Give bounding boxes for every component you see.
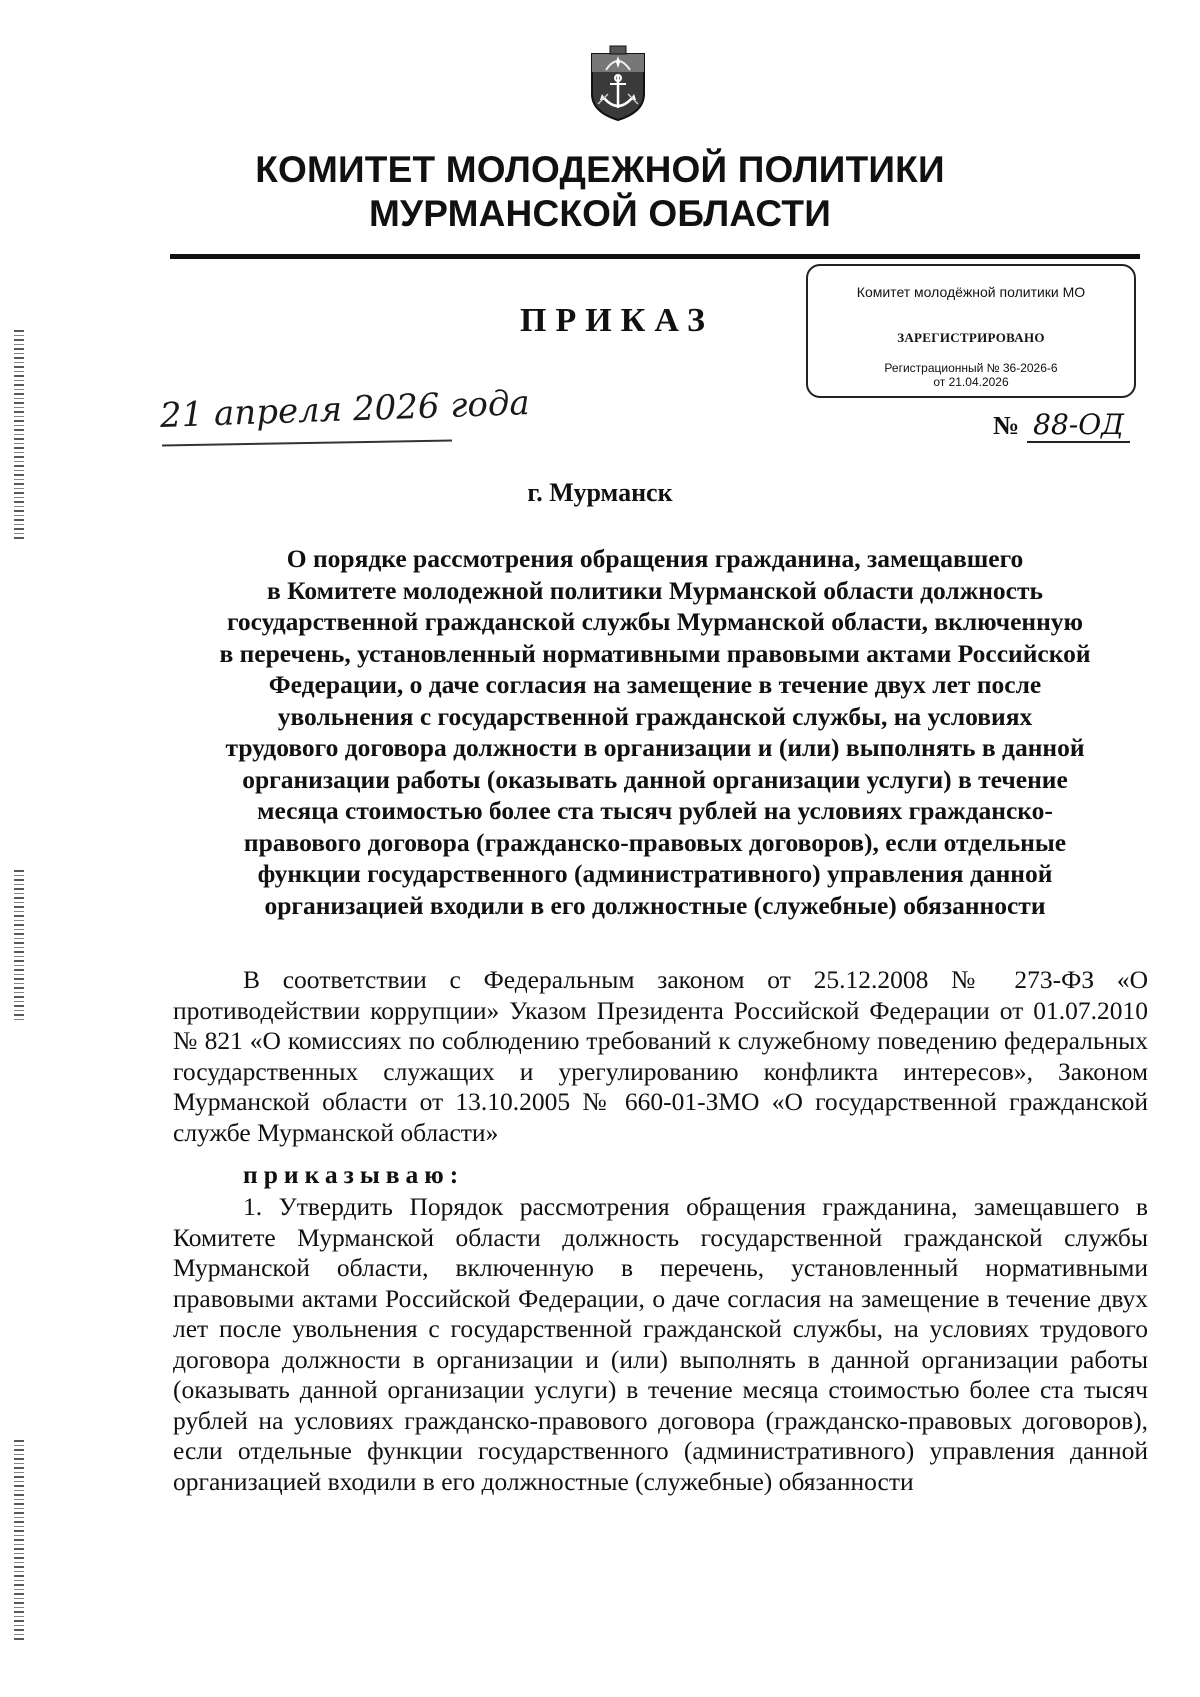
title-line: государственной гражданской службы Мурманской области, включенную — [226, 607, 1084, 636]
scan-artifact — [14, 330, 24, 540]
title-line: в Комитете молодежной политики Мурманской области должность — [267, 575, 1043, 605]
title-line: функции государственного (административного) управления данной — [257, 859, 1053, 888]
title-line: О порядке рассмотрения обращения гражданина, замещавшего — [286, 544, 1024, 573]
stamp-status: ЗАРЕГИСТРИРОВАНО — [897, 330, 1045, 345]
order-item-1: 1. Утвердить Порядок рассмотрения обращения гражданина, замещавшего в Комитете Мурманской области должность государственной гражданской службы Мурманской области, включенную в перечень, установленный нормативными правовыми актами Российской Федерации, о даче согласия на замещение в течение двух лет после увольнения с государственной гражданской службы, на условиях трудового договора должности в организации и (или) выполнять в данной организации работы (оказывать данной организации услуги) в течение месяца стоимостью более ста тысяч рублей на условиях гражданско-правового договора (гражданско-правовых договоров), если отдельные функции государственного (административного) управления данной организацией входили в его должностные (служебные) обязанности — [173, 1192, 1148, 1496]
preamble-paragraph: В соответствии с Федеральным законом от 25.12.2008 № 273-ФЗ «О противодействии коррупции» Указом Президента Российской Федерации от 01.07.2010 № 821 «О комиссиях по соблюдению требований к служебному поведению федеральных государственных служащих и урегулированию конфликта интересов», Законом Мурманской области от 13.10.2005 № 660-01-ЗМО «О государственной гражданской службе Мурманской области» — [173, 965, 1148, 1147]
registration-stamp — [806, 264, 1136, 398]
stamp-registration — [808, 361, 1134, 389]
title-line: увольнения с государственной гражданской службы, на условиях — [277, 701, 1033, 731]
handwritten-date: 21 апреля 2026 года — [159, 383, 531, 436]
document-title — [160, 543, 1150, 921]
title-line: организации работы (оказывать данной организации услуги) в течение — [242, 764, 1068, 794]
title-line: правового договора (гражданско-правовых договоров), если отдельные — [243, 827, 1067, 857]
organization-title-line: МУРМАНСКОЙ ОБЛАСТИ — [368, 193, 832, 234]
document-type: ПРИКАЗ — [520, 302, 714, 339]
order-word: приказываю: — [243, 1160, 465, 1189]
scan-artifact — [14, 870, 24, 1020]
stamp-organization: Комитет молодёжной политики МО — [856, 284, 1086, 300]
organization-title-line: КОМИТЕТ МОЛОДЕЖНОЙ ПОЛИТИКИ — [255, 149, 945, 190]
organization-title — [100, 148, 1100, 236]
title-line: трудового договора должности в организации и (или) выполнять в данной — [225, 733, 1085, 762]
coat-of-arms-icon — [588, 44, 648, 122]
city-line: г. Мурманск — [527, 478, 673, 507]
title-line: месяца стоимостью более ста тысяч рублей на условиях гражданско- — [257, 796, 1053, 825]
handwritten-number: 88-ОД — [1027, 408, 1130, 443]
title-line: организацией входили в его должностные (служебные) обязанности — [264, 890, 1046, 920]
number-label: № — [993, 411, 1020, 440]
stamp-reg-date: от 21.04.2026 — [933, 375, 1009, 389]
stamp-reg-number: Регистрационный № 36-2026-6 — [884, 361, 1058, 375]
date-underline — [162, 439, 452, 446]
title-line: Федерации, о даче согласия на замещение в течение двух лет после — [268, 670, 1042, 699]
title-line: в перечень, установленный нормативными правовыми актами Российской — [219, 638, 1091, 668]
order-number — [993, 408, 1130, 443]
scan-artifact — [14, 1440, 24, 1640]
header-divider — [170, 254, 1140, 259]
